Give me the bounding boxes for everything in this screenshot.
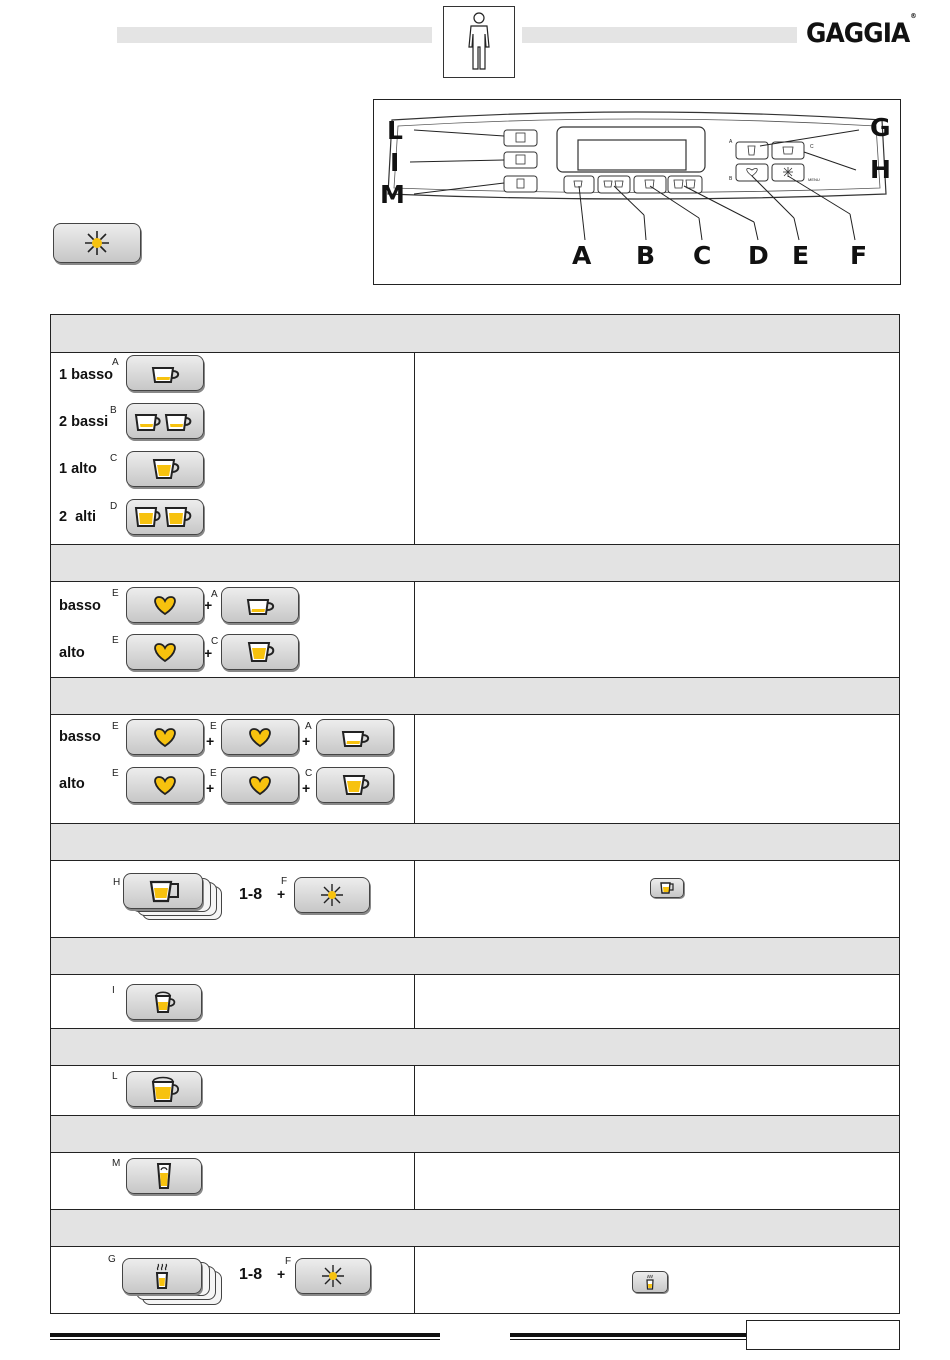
hot-water-button[interactable]	[122, 1258, 202, 1294]
table-header-6	[51, 1028, 899, 1066]
low-cup-icon	[242, 592, 278, 618]
plus-1: +	[204, 597, 213, 613]
label-one-low: 1 basso	[59, 367, 113, 383]
aroma-button-6[interactable]	[221, 767, 299, 803]
header-bar-left	[117, 27, 432, 43]
large-cappuccino-button[interactable]	[126, 1071, 202, 1107]
letter-e-3: E	[112, 721, 119, 732]
heart-icon	[151, 774, 179, 796]
panel-label-h: H	[870, 155, 891, 184]
heart-icon	[151, 594, 179, 616]
panel-label-d: D	[748, 241, 769, 270]
star-button-1[interactable]	[294, 877, 370, 913]
mark-a: A	[729, 139, 733, 145]
letter-g: G	[108, 1254, 116, 1265]
label-two-low: 2 bassi	[59, 414, 109, 430]
high-cup-icon	[147, 456, 183, 482]
plus-4: +	[302, 733, 311, 749]
low-cup-button-3[interactable]	[316, 719, 394, 755]
tall-glass-icon	[152, 1161, 176, 1191]
heart-icon	[246, 774, 274, 796]
table-header-1	[51, 314, 899, 353]
high-cup-icon	[242, 639, 278, 665]
table-header-7	[51, 1115, 899, 1153]
table-header-4	[51, 823, 899, 861]
column-divider	[414, 315, 415, 1313]
table-header-5	[51, 937, 899, 975]
letter-e-6: E	[210, 768, 217, 779]
mark-menu: MENU	[808, 177, 820, 182]
label-one-high: 1 alto	[59, 461, 97, 477]
letter-e-4: E	[210, 721, 217, 732]
two-high-cups-icon	[133, 504, 197, 530]
star-button-illustration	[53, 223, 141, 263]
star-icon	[319, 882, 345, 908]
letter-e-5: E	[112, 768, 119, 779]
label-high-3: alto	[59, 776, 85, 792]
two-low-cups-button[interactable]	[126, 403, 204, 439]
letter-i: I	[112, 985, 115, 996]
letter-c-3: C	[305, 768, 313, 779]
letter-d: D	[110, 501, 118, 512]
two-high-cups-button[interactable]	[126, 499, 204, 535]
large-cup-icon	[146, 1074, 182, 1104]
letter-a-2: A	[211, 589, 218, 600]
aroma-button-2[interactable]	[126, 634, 204, 670]
footer-line-left	[50, 1333, 440, 1337]
aroma-button-5[interactable]	[126, 767, 204, 803]
high-cup-button-2[interactable]	[221, 634, 299, 670]
cappuccino-cup-icon	[149, 988, 179, 1016]
panel-label-e: E	[792, 241, 810, 270]
letter-m: M	[112, 1158, 121, 1169]
high-cup-icon	[337, 772, 373, 798]
cappuccino-button[interactable]	[126, 984, 202, 1020]
letter-a: A	[112, 357, 119, 368]
star-button-2[interactable]	[295, 1258, 371, 1294]
two-low-cups-icon	[133, 408, 197, 434]
pot-button[interactable]	[123, 873, 203, 909]
one-high-cup-button[interactable]	[126, 451, 204, 487]
inline-pot-icon	[650, 878, 684, 898]
panel-label-b: B	[636, 241, 656, 270]
aroma-button-3[interactable]	[126, 719, 204, 755]
page-number-box	[746, 1320, 900, 1350]
high-cup-button-3[interactable]	[316, 767, 394, 803]
panel-label-m: M	[380, 180, 405, 209]
footer-thin-right	[510, 1339, 746, 1340]
panel-label-l: L	[387, 116, 403, 145]
header-bar-right	[522, 27, 797, 43]
aroma-button-4[interactable]	[221, 719, 299, 755]
plus-3: +	[206, 733, 215, 749]
user-person-icon	[443, 6, 515, 78]
panel-label-a: A	[572, 241, 592, 270]
label-two-high: 2 alti	[59, 509, 97, 525]
panel-label-g: G	[870, 113, 891, 142]
letter-h: H	[113, 877, 121, 888]
mark-b: B	[729, 176, 733, 182]
letter-f-2: F	[285, 1256, 292, 1267]
panel-label-c: C	[693, 241, 712, 270]
brand-logo: GAGGIA®	[806, 12, 916, 49]
mark-c: C	[810, 144, 814, 150]
one-low-cup-button[interactable]	[126, 355, 204, 391]
letter-e-1: E	[112, 588, 119, 599]
low-cup-icon	[147, 360, 183, 386]
star-icon	[82, 228, 112, 258]
count-range-1: 1-8	[239, 886, 263, 903]
table-header-2	[51, 544, 899, 582]
letter-l: L	[112, 1071, 118, 1082]
letter-f-1: F	[281, 876, 288, 887]
panel-label-i: I	[390, 148, 400, 177]
low-cup-icon	[337, 724, 373, 750]
count-range-2: 1-8	[239, 1266, 263, 1283]
star-icon	[320, 1263, 346, 1289]
pot-icon	[658, 881, 676, 895]
heart-icon	[151, 641, 179, 663]
pot-icon	[143, 877, 183, 905]
plus-7: +	[277, 886, 286, 902]
plus-6: +	[302, 780, 311, 796]
panel-label-f: F	[850, 241, 868, 270]
footer-thin-left	[50, 1339, 440, 1340]
letter-c-2: C	[211, 636, 219, 647]
letter-e-2: E	[112, 635, 119, 646]
plus-8: +	[277, 1266, 286, 1282]
table-header-8	[51, 1209, 899, 1247]
control-panel-diagram	[373, 99, 901, 285]
hot-water-icon	[150, 1261, 174, 1291]
plus-5: +	[206, 780, 215, 796]
label-low-2: basso	[59, 598, 101, 614]
low-cup-button-2[interactable]	[221, 587, 299, 623]
hot-water-icon	[644, 1274, 656, 1290]
heart-icon	[151, 726, 179, 748]
footer-line-right	[510, 1333, 746, 1337]
plus-2: +	[204, 645, 213, 661]
label-low-3: basso	[59, 729, 101, 745]
inline-hot-water-icon	[632, 1271, 668, 1293]
table-header-3	[51, 677, 899, 715]
letter-c: C	[110, 453, 118, 464]
aroma-button-1[interactable]	[126, 587, 204, 623]
label-high-2: alto	[59, 645, 85, 661]
heart-icon	[246, 726, 274, 748]
letter-a-3: A	[305, 721, 312, 732]
latte-macchiato-button[interactable]	[126, 1158, 202, 1194]
letter-b: B	[110, 405, 117, 416]
